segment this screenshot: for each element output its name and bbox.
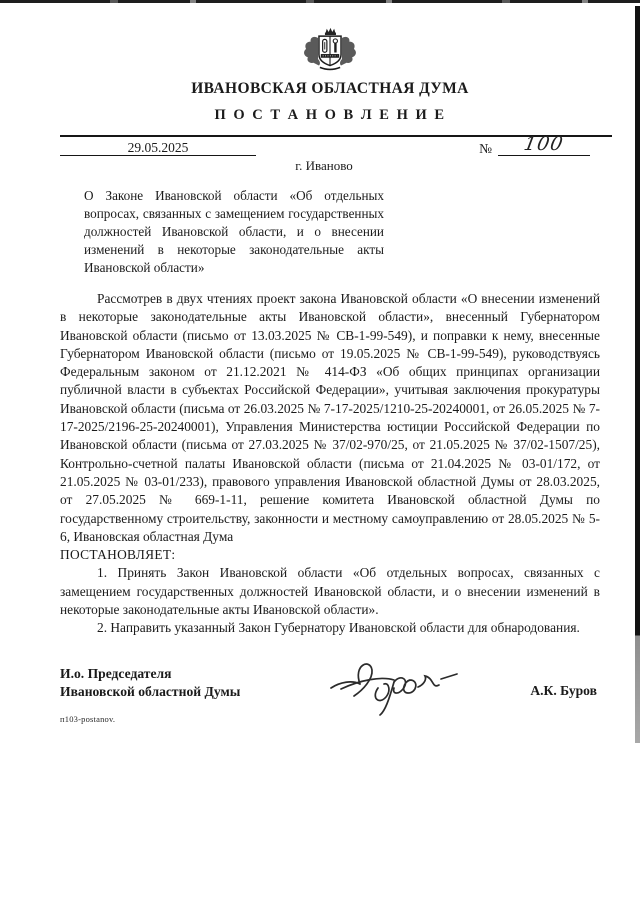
date-field — [60, 140, 256, 156]
resolves-line: ПОСТАНОВЛЯЕТ: — [60, 547, 176, 563]
document-type-title: П О С Т А Н О В Л Е Н И Е — [214, 107, 446, 123]
subject-paragraph: О Законе Ивановской области «Об отдельных вопросах, связанных с замещением государственных должностей Ивановской области, и о внесении изменений в некоторые законодательные акты Ивановской области» — [84, 188, 384, 275]
date-value: 29.05.2025 — [127, 140, 189, 155]
signer-position-line2: Ивановской областной Думы — [60, 683, 241, 699]
signer-name: А.К. Буров — [530, 682, 597, 698]
resolution-item-2: 2. Направить указанный Закон Губернатору Ивановской области для обнародования. — [97, 620, 580, 636]
signature-block — [60, 665, 600, 701]
scan-edge-bottom-marks — [487, 896, 607, 902]
handwritten-signature — [328, 655, 468, 717]
reference-block — [60, 135, 612, 156]
scan-edge-right — [635, 6, 640, 905]
signer-position — [60, 665, 240, 701]
handwritten-number-value: 100 — [522, 133, 566, 155]
coat-of-arms-icon — [60, 26, 600, 74]
organization-name: ИВАНОВСКАЯ ОБЛАСТНАЯ ДУМА — [191, 80, 469, 97]
number-line — [498, 133, 590, 156]
resolution-item-1: 1. Принять Закон Ивановской области «Об отдельных вопросах, связанных с замещением государственных должностей Ивановской области, и о внесении изменений в некоторые законодательные акты Ивановской области». — [60, 565, 600, 618]
footer-file-code: п103-postanov. — [60, 713, 116, 724]
city-line: г. Иваново — [295, 158, 353, 173]
number-field — [479, 133, 590, 156]
preamble-paragraph: Рассмотрев в двух чтениях проект закона Ивановской области «О внесении изменений в некоторые законодательные акты Ивановской области», внесенный Губернатором Ивановской области (письмо от 13.03.2025 № СВ-1-99-549), и поправки к нему, внесенные Губернатором Ивановской области (письмо от 19.05.2025 № СВ-1-99-549), руководствуясь Федеральным законом от 21.12.2021 № 414-ФЗ «Об общих принципах организации публичной власти в субъектах Российской Федерации», учитывая заключения прокуратуры Ивановской области (письма от 26.03.2025 № 7-17-2025/1210-25-20240001, от 26.05.2025 № 7-17-2025/2196-25-20240001), Управления Министерства юстиции Российской Федерации по Ивановской области (письма от 27.03.2025 № 37/02-970/25, от 21.05.2025 № 37/02-1507/25), Контрольно-счетной палаты Ивановской области (письма от 21.04.2025 № 03-01/172, от 21.05.2025 № 03-01/233), правового управления Ивановской областной Думы от 28.03.2025, от 27.05.2025 № 669-1-11, решение комитета Ивановской областной Думы по государственному строительству, законности и местному самоуправлению от 28.05.2025 № 5-6, Ивановская областная Дума — [60, 291, 600, 544]
signer-position-line1: И.о. Председателя — [60, 665, 172, 681]
number-sign-label: № — [479, 141, 492, 156]
scan-edge-top — [0, 0, 640, 3]
